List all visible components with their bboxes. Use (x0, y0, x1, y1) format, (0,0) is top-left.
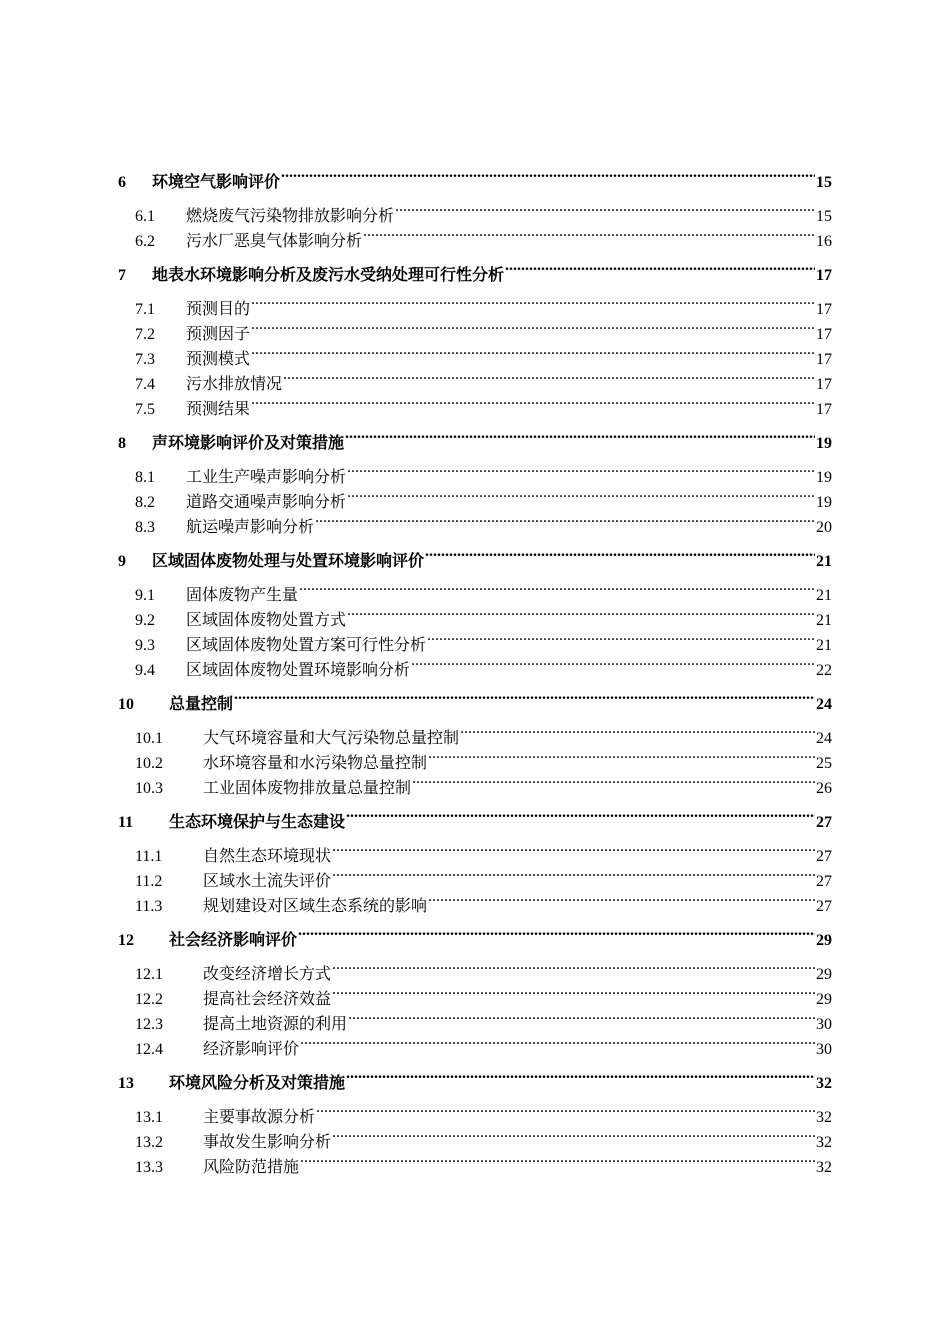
page-number: 30 (816, 1016, 832, 1033)
dot-leader (425, 541, 815, 566)
chapter-number: 8 (118, 435, 126, 452)
page-number: 17 (816, 401, 832, 418)
page-number: 15 (816, 174, 832, 191)
dot-leader (395, 196, 815, 221)
section-title: 污水排放情况 (186, 376, 283, 393)
chapter-number: 13 (118, 1075, 134, 1092)
dot-leader (315, 507, 815, 532)
section-number: 12.1 (135, 966, 163, 983)
section-title: 风险防范措施 (203, 1159, 300, 1176)
dot-leader (347, 600, 815, 625)
section-number: 10.3 (135, 780, 163, 797)
dot-leader (234, 684, 815, 709)
dot-leader (412, 768, 815, 793)
section-number: 7.3 (135, 351, 155, 368)
section-title: 经济影响评价 (203, 1041, 300, 1058)
section-title: 污水厂恶臭气体影响分析 (186, 233, 363, 250)
section-number: 10.1 (135, 730, 163, 747)
page-number: 22 (816, 662, 832, 679)
chapter-title: 区域固体废物处理与处置环境影响评价 (152, 553, 425, 570)
page-number: 21 (816, 587, 832, 604)
section-title: 燃烧废气污染物排放影响分析 (186, 208, 395, 225)
toc-section-entry[interactable] (118, 836, 832, 865)
section-title: 水环境容量和水污染物总量控制 (203, 755, 428, 772)
page-number: 24 (816, 730, 832, 747)
section-number: 12.4 (135, 1041, 163, 1058)
section-number: 9.3 (135, 637, 155, 654)
toc-section-entry[interactable] (118, 1097, 832, 1126)
dot-leader (347, 457, 815, 482)
section-number: 12.2 (135, 991, 163, 1008)
section-title: 区域固体废物处置方式 (186, 612, 347, 629)
section-title: 改变经济增长方式 (203, 966, 332, 983)
page-number: 19 (816, 494, 832, 511)
toc-section-entry[interactable] (118, 718, 832, 747)
page-number: 29 (816, 966, 832, 983)
toc-section-entry[interactable] (118, 196, 832, 225)
section-title: 规划建设对区域生态系统的影响 (203, 898, 428, 915)
dot-leader (345, 423, 815, 448)
section-number: 6.1 (135, 208, 155, 225)
toc-chapter-entry[interactable] (118, 162, 832, 191)
dot-leader (300, 1147, 815, 1172)
section-title: 区域水土流失评价 (203, 873, 332, 890)
section-number: 11.1 (135, 848, 163, 865)
dot-leader (281, 162, 815, 187)
dot-leader (411, 650, 815, 675)
page-number: 32 (816, 1159, 832, 1176)
page-number: 17 (816, 301, 832, 318)
dot-leader (346, 1063, 815, 1088)
chapter-number: 9 (118, 553, 126, 570)
chapter-number: 10 (118, 696, 134, 713)
section-number: 13.3 (135, 1159, 163, 1176)
section-number: 7.4 (135, 376, 155, 393)
page-number: 17 (816, 267, 832, 284)
toc-section-entry[interactable] (118, 575, 832, 604)
page-number: 29 (816, 991, 832, 1008)
section-title: 工业固体废物排放量总量控制 (203, 780, 412, 797)
chapter-number: 7 (118, 267, 126, 284)
section-number: 6.2 (135, 233, 155, 250)
section-number: 9.4 (135, 662, 155, 679)
toc-chapter-entry[interactable] (118, 684, 832, 713)
table-of-contents (118, 162, 832, 1176)
page-number: 27 (816, 848, 832, 865)
dot-leader (347, 482, 815, 507)
dot-leader (332, 1122, 815, 1147)
section-number: 7.2 (135, 326, 155, 343)
page-number: 24 (816, 696, 832, 713)
section-title: 提高社会经济效益 (203, 991, 332, 1008)
chapter-number: 11 (118, 814, 134, 831)
section-title: 大气环境容量和大气污染物总量控制 (203, 730, 460, 747)
section-number: 13.1 (135, 1109, 163, 1126)
dot-leader (283, 364, 815, 389)
page-number: 26 (816, 780, 832, 797)
section-number: 11.3 (135, 898, 163, 915)
dot-leader (332, 979, 815, 1004)
toc-section-entry[interactable] (118, 457, 832, 486)
toc-section-entry[interactable] (118, 289, 832, 318)
section-number: 8.2 (135, 494, 155, 511)
section-number: 9.2 (135, 612, 155, 629)
page-number: 27 (816, 898, 832, 915)
toc-chapter-entry[interactable] (118, 802, 832, 831)
section-number: 7.1 (135, 301, 155, 318)
chapter-title: 生态环境保护与生态建设 (169, 814, 346, 831)
section-title: 预测因子 (186, 326, 251, 343)
page-number: 30 (816, 1041, 832, 1058)
dot-leader (348, 1004, 815, 1029)
toc-chapter-entry[interactable] (118, 541, 832, 570)
section-title: 预测目的 (186, 301, 251, 318)
dot-leader (346, 802, 815, 827)
section-title: 自然生态环境现状 (203, 848, 332, 865)
section-number: 10.2 (135, 755, 163, 772)
section-title: 固体废物产生量 (186, 587, 299, 604)
section-title: 道路交通噪声影响分析 (186, 494, 347, 511)
toc-chapter-entry[interactable] (118, 920, 832, 949)
page-number: 17 (816, 376, 832, 393)
toc-chapter-entry[interactable] (118, 255, 832, 284)
page-number: 27 (816, 873, 832, 890)
chapter-title: 总量控制 (169, 696, 234, 713)
page-number: 15 (816, 208, 832, 225)
section-title: 事故发生影响分析 (203, 1134, 332, 1151)
dot-leader (332, 954, 815, 979)
dot-leader (299, 575, 815, 600)
page-number: 29 (816, 932, 832, 949)
section-number: 8.3 (135, 519, 155, 536)
dot-leader (251, 389, 815, 414)
toc-chapter-entry[interactable] (118, 423, 832, 452)
dot-leader (251, 289, 815, 314)
page-number: 17 (816, 326, 832, 343)
chapter-title: 地表水环境影响分析及废污水受纳处理可行性分析 (152, 267, 505, 284)
section-title: 区域固体废物处置环境影响分析 (186, 662, 411, 679)
dot-leader (427, 625, 815, 650)
section-number: 12.3 (135, 1016, 163, 1033)
dot-leader (505, 255, 815, 280)
section-title: 提高土地资源的利用 (203, 1016, 348, 1033)
page-number: 20 (816, 519, 832, 536)
page-number: 19 (816, 469, 832, 486)
dot-leader (332, 861, 815, 886)
dot-leader (460, 718, 815, 743)
chapter-title: 环境风险分析及对策措施 (169, 1075, 346, 1092)
page-number: 27 (816, 814, 832, 831)
page-number: 25 (816, 755, 832, 772)
section-title: 预测模式 (186, 351, 251, 368)
page-number: 21 (816, 553, 832, 570)
chapter-title: 声环境影响评价及对策措施 (152, 435, 345, 452)
dot-leader (316, 1097, 815, 1122)
page-number: 21 (816, 612, 832, 629)
section-title: 区域固体废物处置方案可行性分析 (186, 637, 427, 654)
section-number: 8.1 (135, 469, 155, 486)
page-number: 16 (816, 233, 832, 250)
page-number: 32 (816, 1075, 832, 1092)
section-title: 工业生产噪声影响分析 (186, 469, 347, 486)
page-number: 19 (816, 435, 832, 452)
section-title: 主要事故源分析 (203, 1109, 316, 1126)
dot-leader (428, 743, 815, 768)
dot-leader (251, 339, 815, 364)
chapter-number: 12 (118, 932, 134, 949)
section-title: 航运噪声影响分析 (186, 519, 315, 536)
toc-chapter-entry[interactable] (118, 1063, 832, 1092)
section-title: 预测结果 (186, 401, 251, 418)
dot-leader (300, 1029, 815, 1054)
toc-section-entry[interactable] (118, 954, 832, 983)
page-number: 32 (816, 1134, 832, 1151)
section-number: 11.2 (135, 873, 163, 890)
section-number: 9.1 (135, 587, 155, 604)
chapter-title: 环境空气影响评价 (152, 174, 281, 191)
section-number: 13.2 (135, 1134, 163, 1151)
dot-leader (298, 920, 815, 945)
dot-leader (363, 221, 815, 246)
chapter-title: 社会经济影响评价 (169, 932, 298, 949)
chapter-number: 6 (118, 174, 126, 191)
dot-leader (332, 836, 815, 861)
dot-leader (428, 886, 815, 911)
section-number: 7.5 (135, 401, 155, 418)
dot-leader (251, 314, 815, 339)
page-number: 32 (816, 1109, 832, 1126)
page-number: 21 (816, 637, 832, 654)
page-number: 17 (816, 351, 832, 368)
